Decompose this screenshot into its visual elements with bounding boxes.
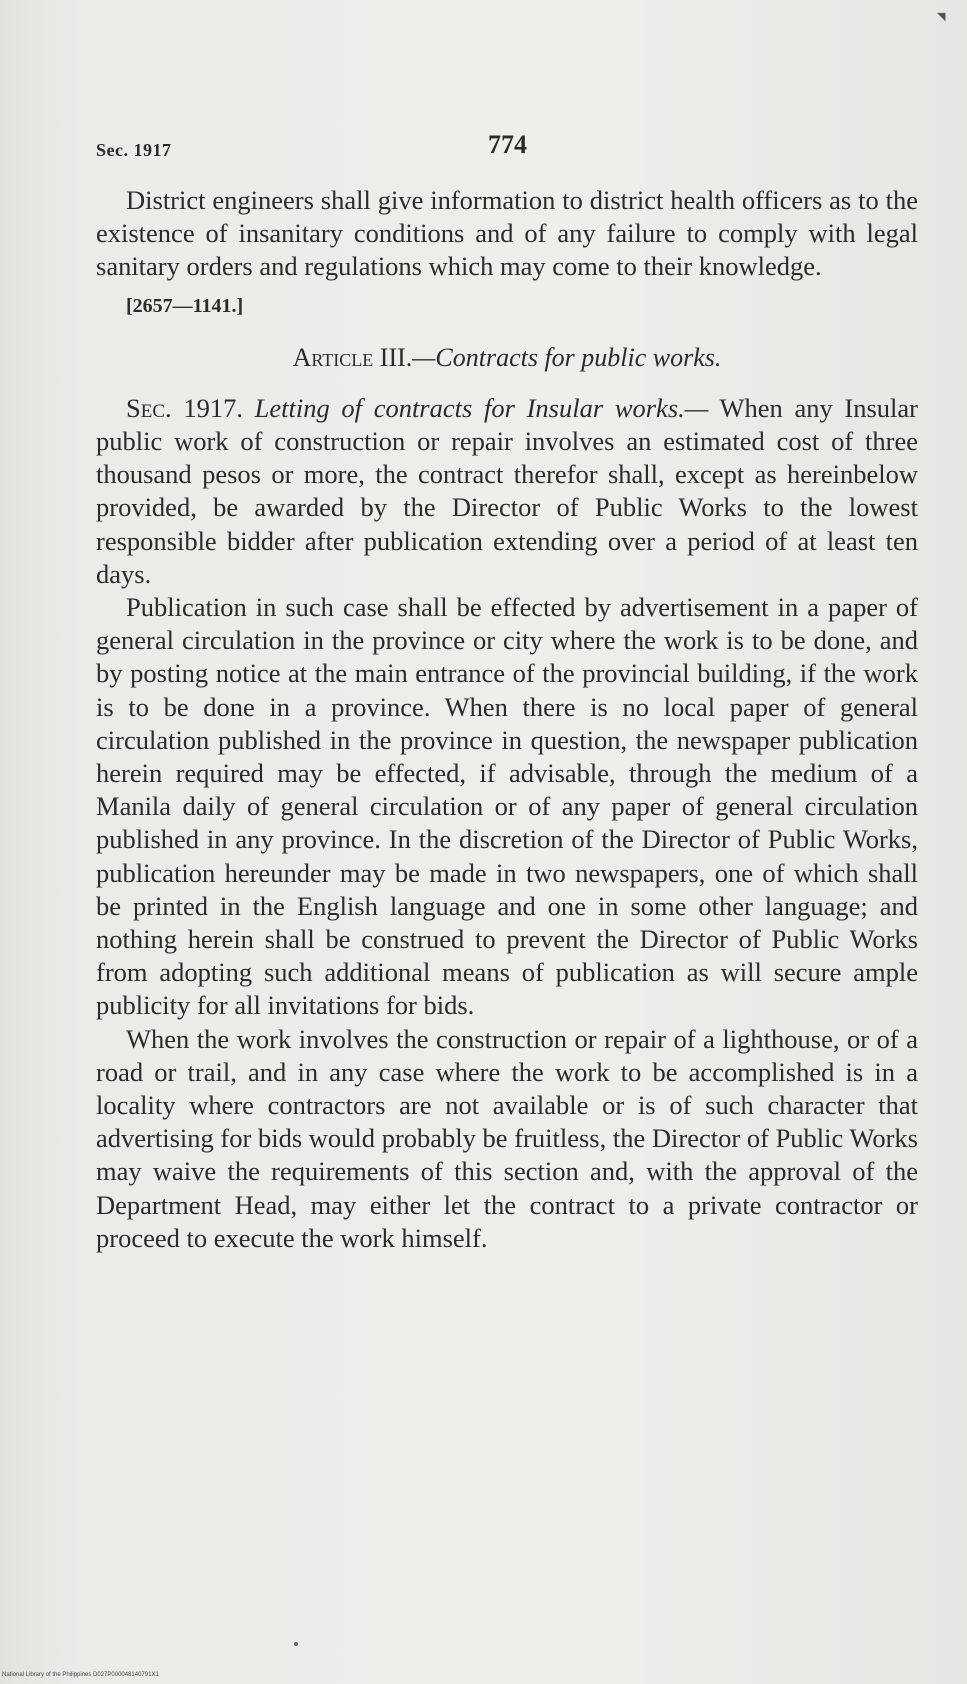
running-head-section: Sec. 1917 (96, 140, 172, 160)
scan-corner-mark: ◥ (937, 10, 946, 23)
article-title: —Contracts for public works. (412, 342, 722, 372)
scan-speck (294, 1642, 298, 1646)
paragraph-lighthouse: When the work involves the construction or repair of a lighthouse, or of a road or trail, and in any case where the work to be accomplished is in a locality where contractors are not available or is of such character that advertising for bids would probably be fruitless, the Director of Public Works may waive the requirements of this section and, with the approval of the Department Head, may either let the contract to a private contractor or proceed to execute the work himself. (96, 1023, 918, 1253)
article-heading (96, 341, 918, 374)
source-note: National Library of the Philippines D027P000048140791X1 (2, 1672, 159, 1678)
paragraph-district-engineers: District engineers shall give information to district health officers as to the existence of insanitary conditions and of any failure to comply with legal sanitary orders and regulations which may come to their knowledge. (96, 185, 918, 282)
body-text (96, 184, 918, 1255)
paragraph-publication: Publication in such case shall be effected by advertisement in a paper of general circulation in the province or city where the work is to be done, and by posting notice at the main entrance of the provincial building, if the work is to be done in a province. When there is no local paper of general circulation published in the province in question, the newspaper publication herein required may be effected, if advisable, through the medium of a Manila daily of general circulation or of any paper of general circulation published in any province. In the discretion of the Director of Public Works, publication hereunder may be made in two newspapers, one of which shall be printed in the English language and one in some other language; and nothing herein shall be construed to prevent the Director of Public Works from adopting such additional means of publication as will secure ample publicity for all invitations for bids. (96, 592, 918, 1021)
section-title: Letting of contracts for Insular works.— (254, 392, 709, 423)
running-head (96, 130, 886, 170)
legal-citation: [2657—1141.] (126, 294, 244, 317)
section-label: Sec. 1917. (126, 392, 243, 423)
section-paragraph (96, 392, 918, 591)
section-text: When any Insular public work of construction or repair involves an estimated cost of three thousand pesos or more, the contract therefor shall, except as hereinbelow provided, be awarded by the Director of Public Works to the lowest responsible bidder after publication extending over a period of at least ten days. (96, 392, 919, 589)
page-number: 774 (488, 130, 527, 159)
article-label: Article III. (292, 342, 413, 372)
